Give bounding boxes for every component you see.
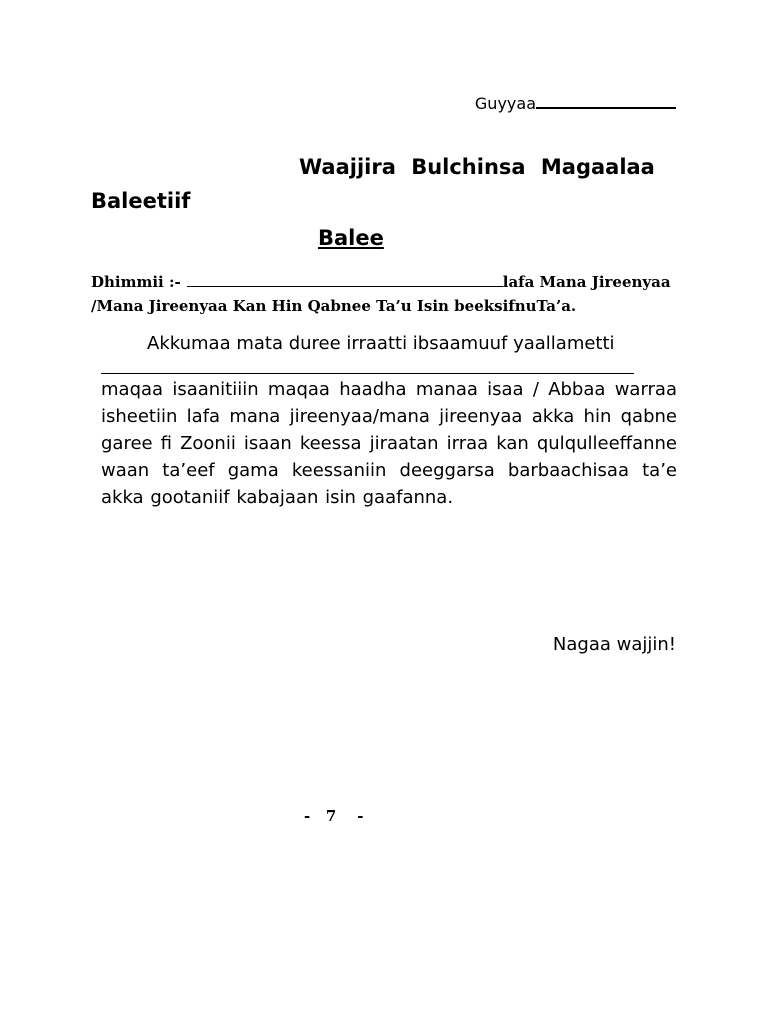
letter-body (101, 330, 677, 511)
subject-heading: Balee (318, 226, 384, 250)
date-label: Guyyaa (474, 94, 536, 113)
date-blank-line (536, 95, 676, 109)
body-opening: Akkumaa mata duree irraatti ibsaamuuf yaallametti (147, 333, 615, 354)
addressee-block (91, 270, 677, 318)
addressee-prefix: Dhimmii :- (91, 273, 181, 291)
date-field (475, 94, 676, 113)
office-title-line2: Baleetiif (91, 189, 191, 213)
office-title (91, 150, 677, 218)
page-number: - 7 - (304, 807, 364, 825)
addressee-suffix: lafa Mana Jireenyaa (502, 273, 671, 291)
office-title-line1: Waajjira Bulchinsa Magaalaa (299, 155, 655, 179)
body-paragraph: maqaa isaanitiiin maqaa haadha manaa isaa / Abbaa warraa isheetiin lafa mana jireenyaa/mana jireenyaa akka hin qabne garee fi Zoonii isaan keessa jiraatan irraa kan qulqulleeffanne waan ta’eef gama keessaniin deeggarsa barbaachisaa ta’e akka gootaniif kabajaan isin gaafanna. (101, 379, 677, 508)
addressee-line2: /Mana Jireenyaa Kan Hin Qabnee Ta’u Isin beeksifnuTa’a. (91, 297, 577, 315)
closing-text: Nagaa wajjin! (552, 634, 676, 655)
addressee-blank-line (187, 274, 503, 287)
name-blank-line (101, 357, 634, 374)
